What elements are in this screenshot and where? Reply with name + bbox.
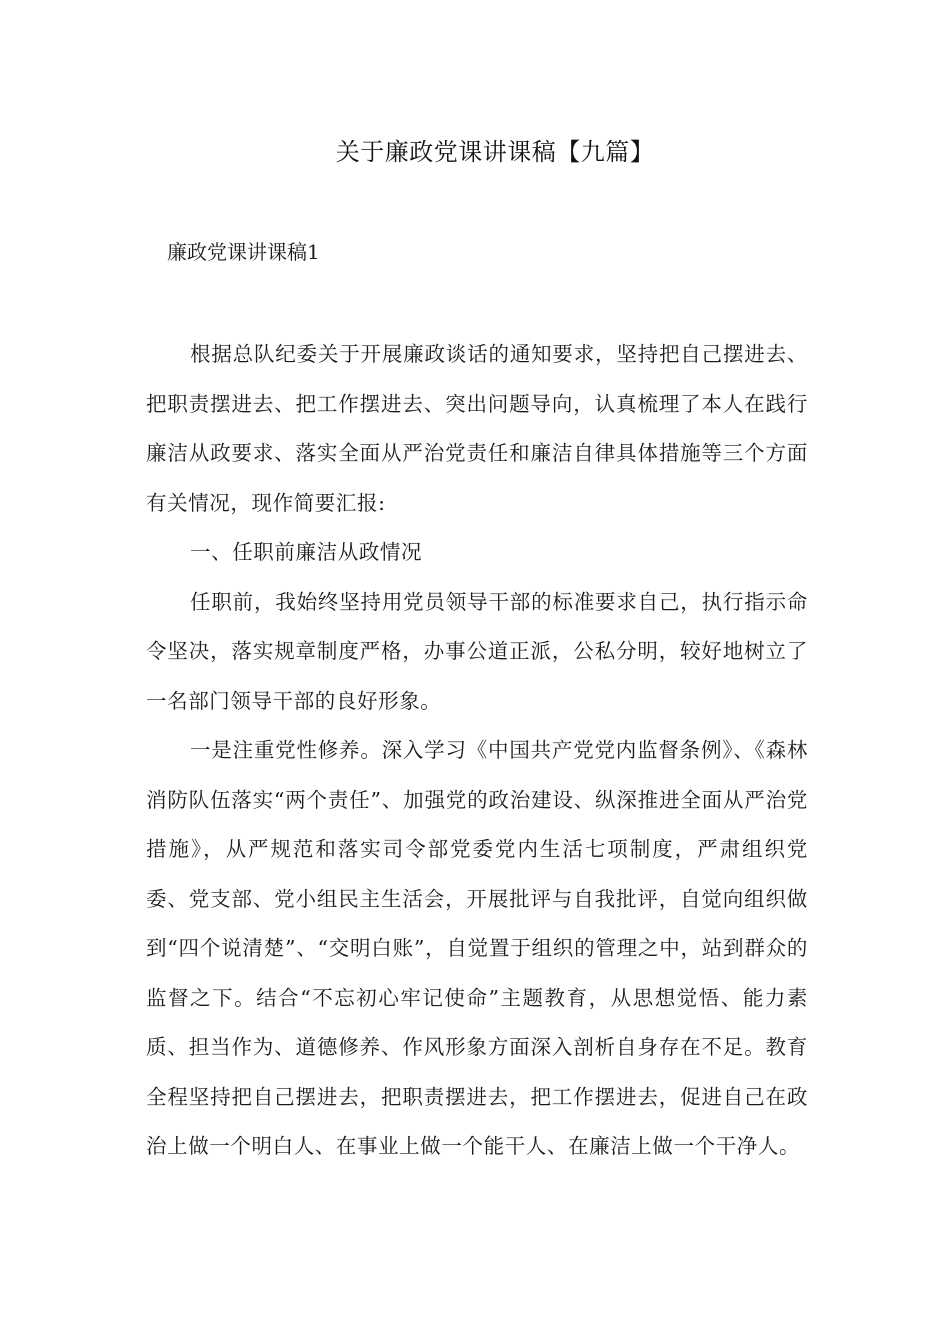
subheading-pre-appointment: 一、任职前廉洁从政情况 [190, 540, 423, 564]
paragraph-intro: 根据总队纪委关于开展廉政谈话的通知要求，坚持把自己摆进去、把职责摆进去、把工作摆进去、突出问题导向，认真梳理了本人在践行廉洁从政要求、落实全面从严治党责任和廉洁自律具体措施等三个方面有关情况，现作简要汇报: [146, 342, 808, 515]
document-title: 关于廉政党课讲课稿【九篇】 [335, 138, 655, 166]
section-heading: 廉政党课讲课稿1 [167, 240, 320, 264]
paragraph-pre-appointment: 任职前，我始终坚持用党员领导干部的标准要求自己，执行指示命令坚决，落实规章制度严格，办事公道正派，公私分明，较好地树立了一名部门领导干部的良好形象。 [146, 589, 808, 713]
paragraph-party-cultivation: 一是注重党性修养。深入学习《中国共产党党内监督条例》、《森林消防队伍落实“两个责任”、加强党的政治建设、纵深推进全面从严治党措施》，从严规范和落实司令部党委党内生活七项制度，严肃组织党委、党支部、党小组民主生活会，开展批评与自我批评，自觉向组织做到“四个说清楚”、“交明白账”，自觉置于组织的管理之中，站到群众的监督之下。结合“不忘初心牢记使命”主题教育，从思想觉悟、能力素质、担当作为、道德修养、作风形象方面深入剖析自身存在不足。教育全程坚持把自己摆进去，把职责摆进去，把工作摆进去，促进自己在政治上做一个明白人、在事业上做一个能干人、在廉洁上做一个干净人。 [146, 738, 808, 1158]
document-body [146, 330, 808, 1172]
